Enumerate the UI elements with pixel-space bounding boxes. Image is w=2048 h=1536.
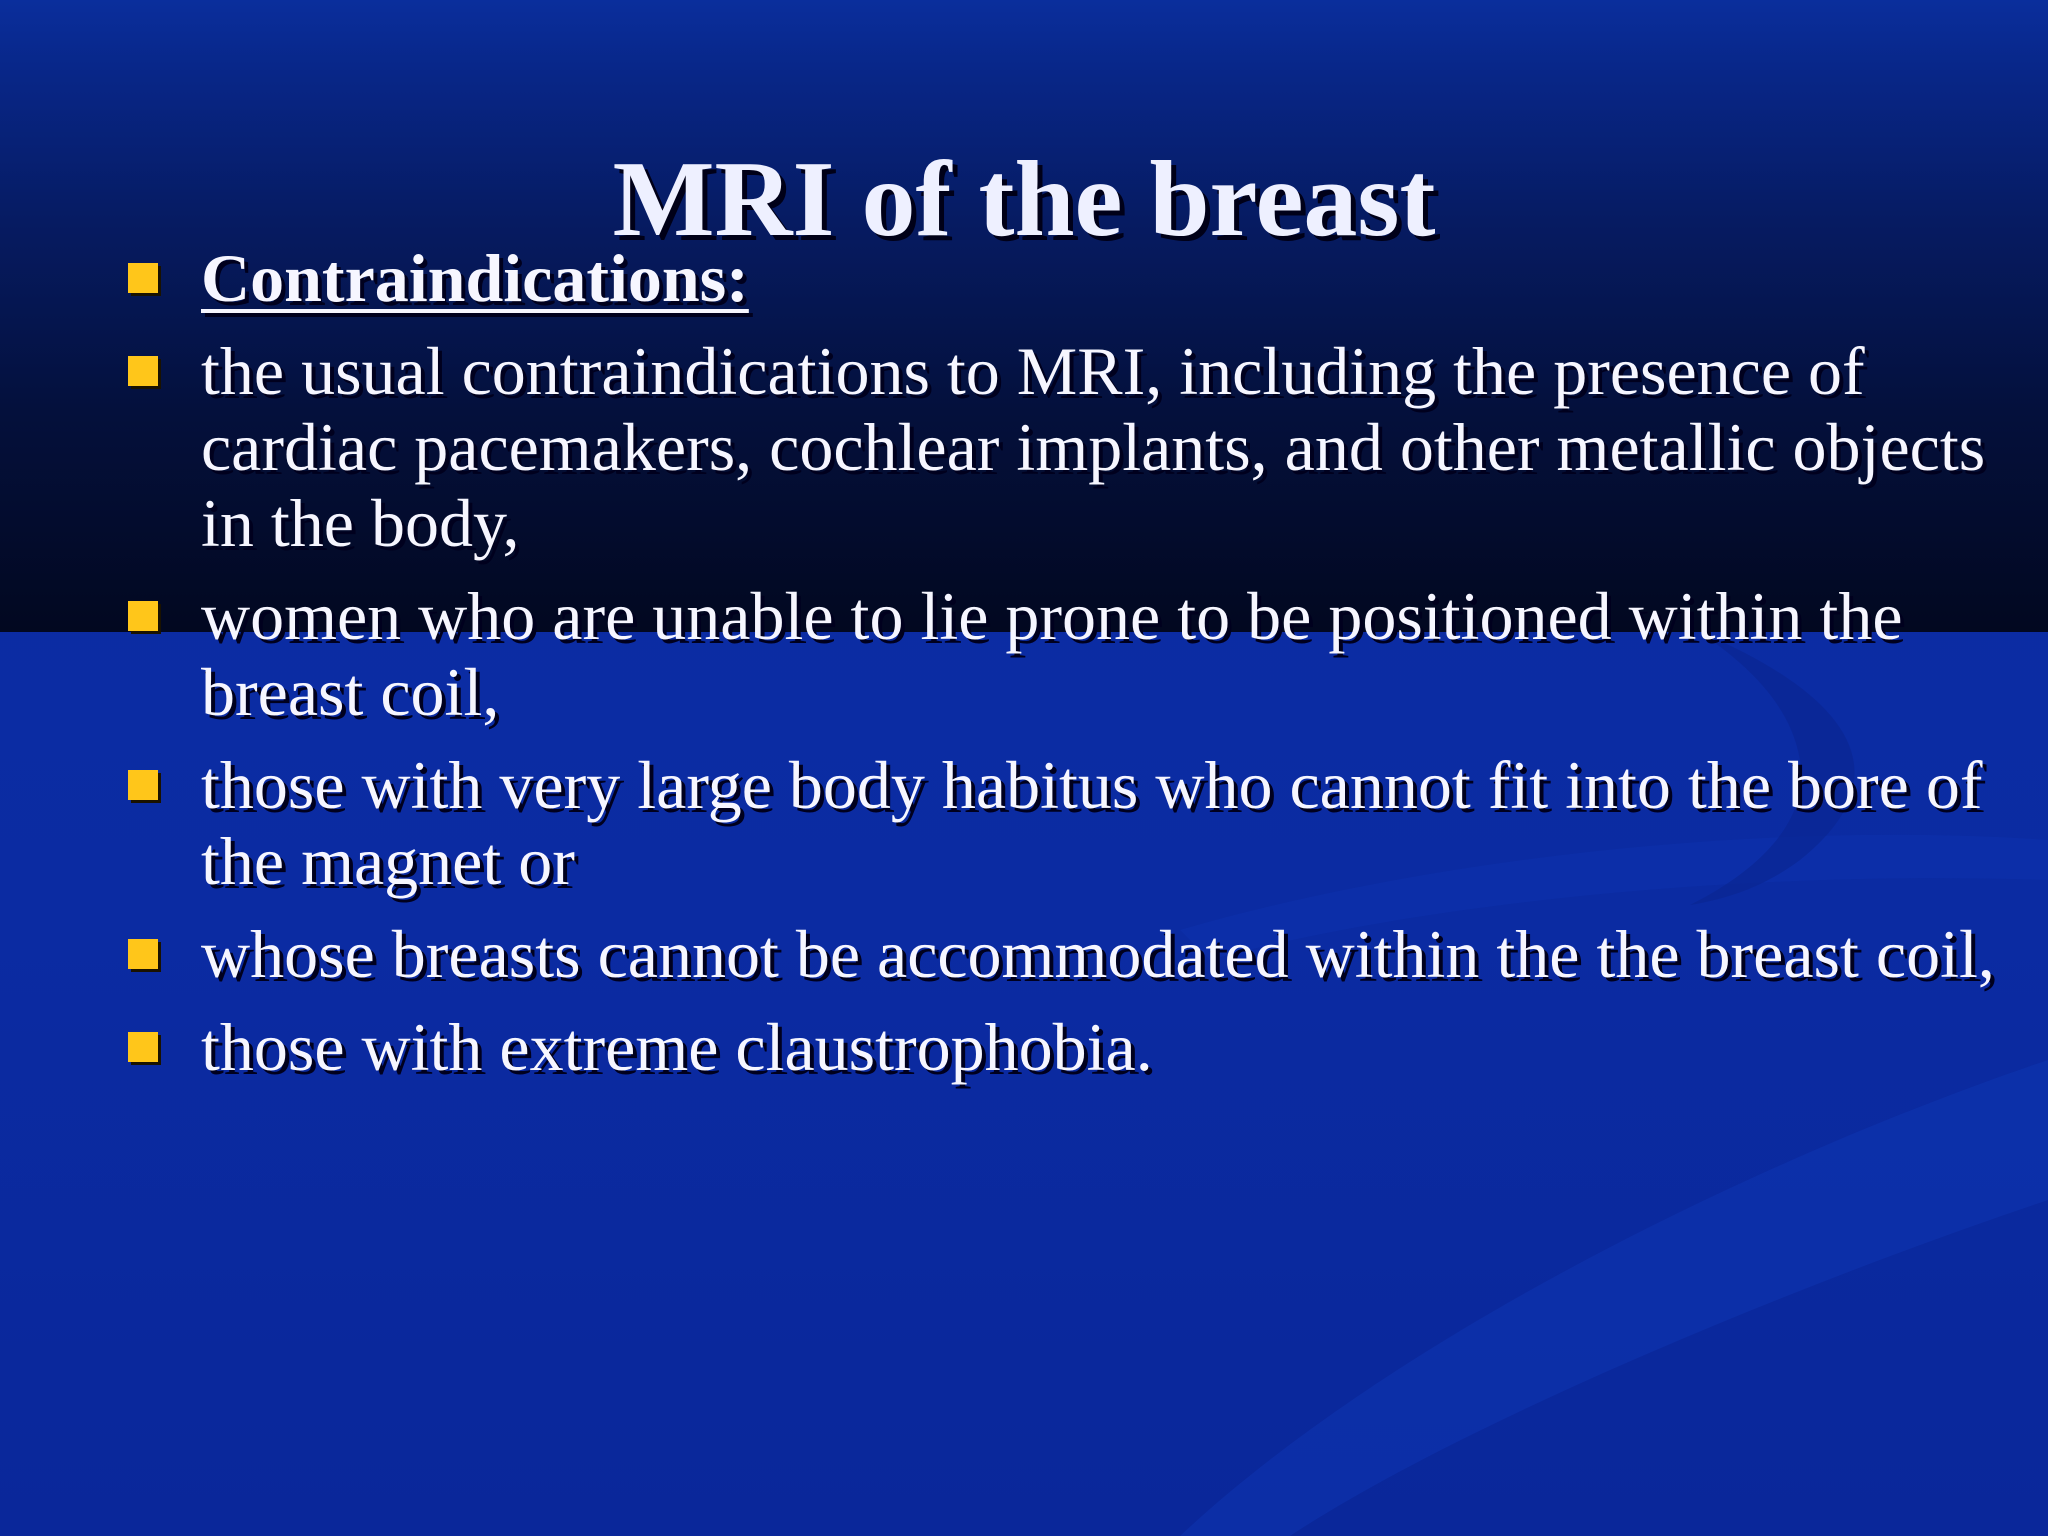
bullet-text: the usual contraindications to MRI, including the presence of cardiac pacemakers, cochlear implants, and other metallic objects in the body,	[201, 333, 1986, 561]
yellow-square-bullet-icon	[128, 1032, 158, 1062]
bullet-heading: Contraindications:	[201, 240, 749, 316]
bullet-item-breasts-not-accommodated	[128, 916, 2008, 992]
bullet-item-claustrophobia	[128, 1009, 2008, 1085]
yellow-square-bullet-icon	[128, 263, 158, 293]
bullet-text: women who are unable to lie prone to be positioned within the breast coil,	[201, 578, 1903, 730]
bullet-text: those with very large body habitus who cannot fit into the bore of the magnet or	[201, 747, 1983, 899]
bullet-item-contraindications	[128, 240, 2008, 316]
yellow-square-bullet-icon	[128, 356, 158, 386]
slide-title: MRI of the breast	[612, 140, 1436, 259]
bullet-item-unable-to-lie-prone	[128, 578, 2008, 730]
yellow-square-bullet-icon	[128, 770, 158, 800]
bullet-list	[128, 240, 2008, 1085]
bullet-text: whose breasts cannot be accommodated within the the breast coil,	[201, 916, 1995, 992]
bullet-item-large-body-habitus	[128, 747, 2008, 899]
yellow-square-bullet-icon	[128, 601, 158, 631]
bullet-text: those with extreme claustrophobia.	[201, 1009, 1153, 1085]
bullet-item-usual-contraindications	[128, 333, 2008, 561]
yellow-square-bullet-icon	[128, 939, 158, 969]
